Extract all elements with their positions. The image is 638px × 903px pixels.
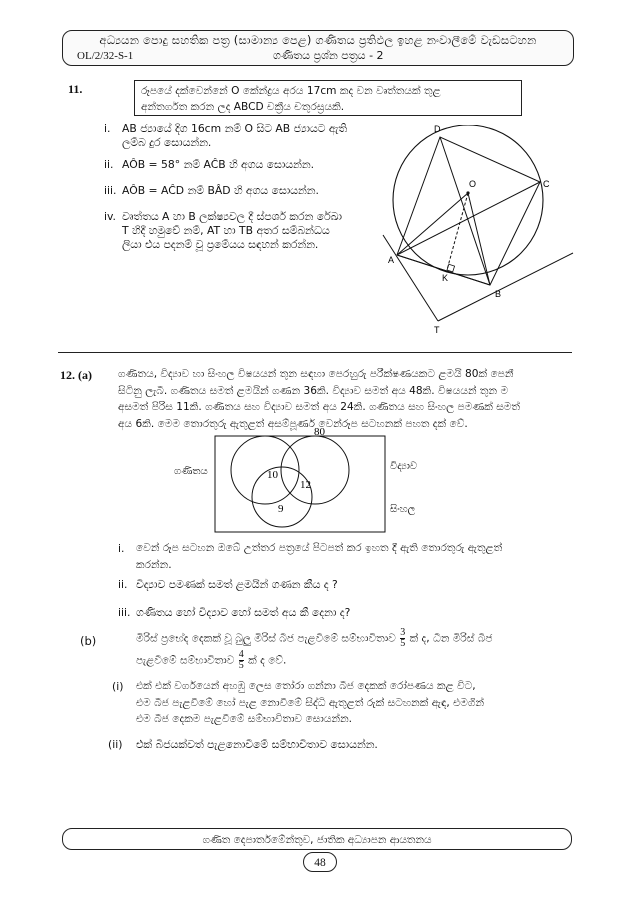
label-k: K [442, 273, 449, 283]
label-t: T [434, 325, 440, 335]
tangent-at-b [438, 253, 573, 321]
q12-b-line2 [136, 650, 576, 672]
q12-bi-line2: එම බීජ පැළවීමේ හෝ පැළ නොවීමේ සිද්ධි ඇතුළත් රුක් සටහනක් ඇඳ, එමගින් [136, 696, 485, 709]
label-d: D [434, 125, 441, 134]
label-o: O [469, 179, 477, 189]
q11-intro-box [134, 80, 522, 116]
fraction-four-fifths [239, 650, 244, 671]
q12-b-line1-post: ක් ද, ධීන මිරිස් බීජ [409, 632, 493, 645]
header-banner [62, 30, 574, 66]
q11-ii-num: ii. [104, 158, 114, 171]
fraction2-denominator: 5 [238, 659, 244, 671]
fraction-three-fifths [400, 628, 405, 649]
q12-ii-text: විද්‍යාව පමණක් සමත් ළමයින් ගණන කීය ද ? [136, 578, 338, 591]
q11-iii-num: iii. [104, 184, 117, 197]
maths-circle [231, 436, 299, 504]
q12-b-line2-pre: පැළවීමේ සම්භාවිතාව [136, 654, 235, 666]
q12-i-line2: කරන්න. [136, 558, 172, 571]
venn-label-maths: ගණිතය [174, 466, 208, 477]
paper-code: OL/2/32-S-1 [77, 50, 134, 62]
q12-ii-num: ii. [118, 578, 128, 591]
footer-banner: ගණිත දෙපාර්තමේන්තුව, ජාතික අධ්‍යාපන ආයතනය [62, 828, 572, 850]
label-a: A [388, 255, 395, 265]
fraction2-numerator: 4 [238, 648, 244, 660]
label-c: C [543, 179, 550, 189]
q12-i-num: i. [118, 542, 125, 555]
venn-label-sinhala: සිංහල [390, 504, 416, 515]
science-circle [281, 436, 349, 504]
center-point [466, 191, 469, 194]
q12-number: 12. (a) [60, 368, 92, 382]
q12-b-label: (b) [80, 634, 97, 648]
header-subtitle: ගණිතය ප්‍රශ්න පත්‍රය - 2 [273, 49, 384, 62]
venn-value-sin-only: 9 [278, 503, 284, 515]
q11-i-line1: AB ජ්‍යායේ දිග 16cm නම් O සිට AB ජ්‍යායට ඇති [122, 122, 347, 135]
q12-a-line1: ගණිතය, විද්‍යාව හා සිංහල විෂයයන් තුන සඳහා පෙරහුරු පරීක්ෂණයකට ළමයි 80ක් පෙනී [118, 368, 514, 380]
circle-geometry-diagram [368, 125, 578, 340]
fraction1-denominator: 5 [400, 638, 406, 649]
q12-bii-text: එක් බීජයක්වත් පැළනොවීමේ සම්භාවිතාව සොයන්න. [136, 738, 378, 751]
q11-iv-text [122, 210, 372, 252]
quadrilateral-abcd [397, 137, 540, 285]
radius-ob [468, 193, 490, 285]
q12-b-line1-pre: මිරිස් ප්‍රභේද දෙකක් වූ බුලු මිරිස් බීජ පැළවීමේ සම්භාවිතාව [136, 632, 396, 645]
q12-bii-num: (ii) [108, 738, 123, 751]
label-b: B [495, 289, 502, 299]
right-angle-mark [447, 264, 455, 272]
q12-i-line1: වෙන් රූප සටහන ඔබේ උත්තර පත්‍රයේ පිටපත් කර ඉහත දී ඇති තොරතුරු ඇතුළත් [136, 542, 503, 554]
q12-a-line3: අසමත් පිරිස 11කි. ගණිතය සහ විද්‍යාව සමත් අය 24කි. ගණිතය සහ සිංහල පමණක් සමත් [118, 401, 521, 413]
header-title: අධ්‍යයන පොදු සහතික පත්‍ර (සාමාන්‍ය පෙළ) ගණිතය ප්‍රතිඵල ඉහළ නංවාලීමේ වැඩසටහන [99, 33, 537, 47]
q12-bi-line1: එක් එක් වර්ගයෙන් අහඹු ලෙස තෝරා ගන්නා බීජ දෙකක් රෝපණය කළ විට, [136, 680, 476, 692]
q12-bi-num: (i) [112, 680, 124, 693]
q11-iv-line3: ලියා එය පදනම් වූ ප්‍රමේයය සඳහන් කරන්න. [122, 238, 319, 251]
q11-number: 11. [68, 82, 83, 96]
q12-b-text [136, 628, 576, 671]
question-separator [58, 352, 572, 353]
q11-iii-text: AÔB = AĈD නම් BÂD හි අගය සොයන්න. [122, 184, 319, 197]
q12-a-line4: අය 6කි. මෙම තොරතුරු ඇතුළත් අසම්පූර්ණ වෙන්රූප සටහනක් පහත දක් වේ. [118, 417, 468, 430]
venn-total: 80 [314, 426, 325, 438]
q11-iv-num: iv. [104, 210, 116, 223]
circle [393, 125, 543, 275]
q11-iv-line1: වෘත්තය A හා B ලක්ෂ්‍යවල දී ස්පර්ශ කරන රේඛා [122, 210, 342, 223]
venn-diagram [150, 426, 420, 538]
q12-a-text [118, 366, 578, 432]
q11-i-line2: ලම්බ දුර සොයන්න. [122, 136, 212, 149]
q12-bi-text [136, 678, 576, 728]
q11-i-num: i. [104, 122, 111, 135]
q12-b-line1 [136, 628, 576, 650]
fraction1-numerator: 3 [400, 627, 406, 638]
q12-iii-text: ගණිතය හෝ විද්‍යාව හෝ සමත් අය කී දෙනා ද? [136, 606, 351, 619]
perpendicular-ok [447, 193, 468, 270]
q12-i-text [136, 540, 576, 573]
venn-label-science: විද්‍යාව [390, 461, 418, 472]
q11-i-text [122, 122, 362, 150]
q11-ii-text: AÔB = 58° නම් AĈB හි අගය සොයන්න. [122, 158, 315, 171]
venn-value-sci-sin: 12 [300, 479, 311, 491]
q12-b-line2-post: ක් ද වේ. [248, 654, 287, 666]
q11-intro-line2: අන්තර්ගත කරන ලද ABCD චක්‍රීය චතුරස්‍රයකි. [141, 101, 345, 113]
q12-iii-num: iii. [118, 606, 131, 619]
page-number: 48 [303, 852, 337, 872]
q12-bi-line3: එම බීජ දෙකම පැළවීමේ සම්භාවිතාව සොයන්න. [136, 713, 353, 725]
q11-intro-line1: රූපයේ දක්වෙන්නේ O කේන්ද්‍රය අරය 17cm කද වන වෘත්තයක් තුළ [141, 85, 441, 97]
q11-iv-line2: T හිදී හමුවේ නම්, AT හා TB අතර සම්බන්ධය [122, 224, 330, 237]
q12-a-line2: සිටිනු ලැබී. ගණිතය සමත් ළමයින් ගණන 36කි. විද්‍යාව සමත් අය 48කි. විෂයයන් තුන ම [118, 384, 509, 397]
venn-value-center: 10 [267, 469, 278, 481]
